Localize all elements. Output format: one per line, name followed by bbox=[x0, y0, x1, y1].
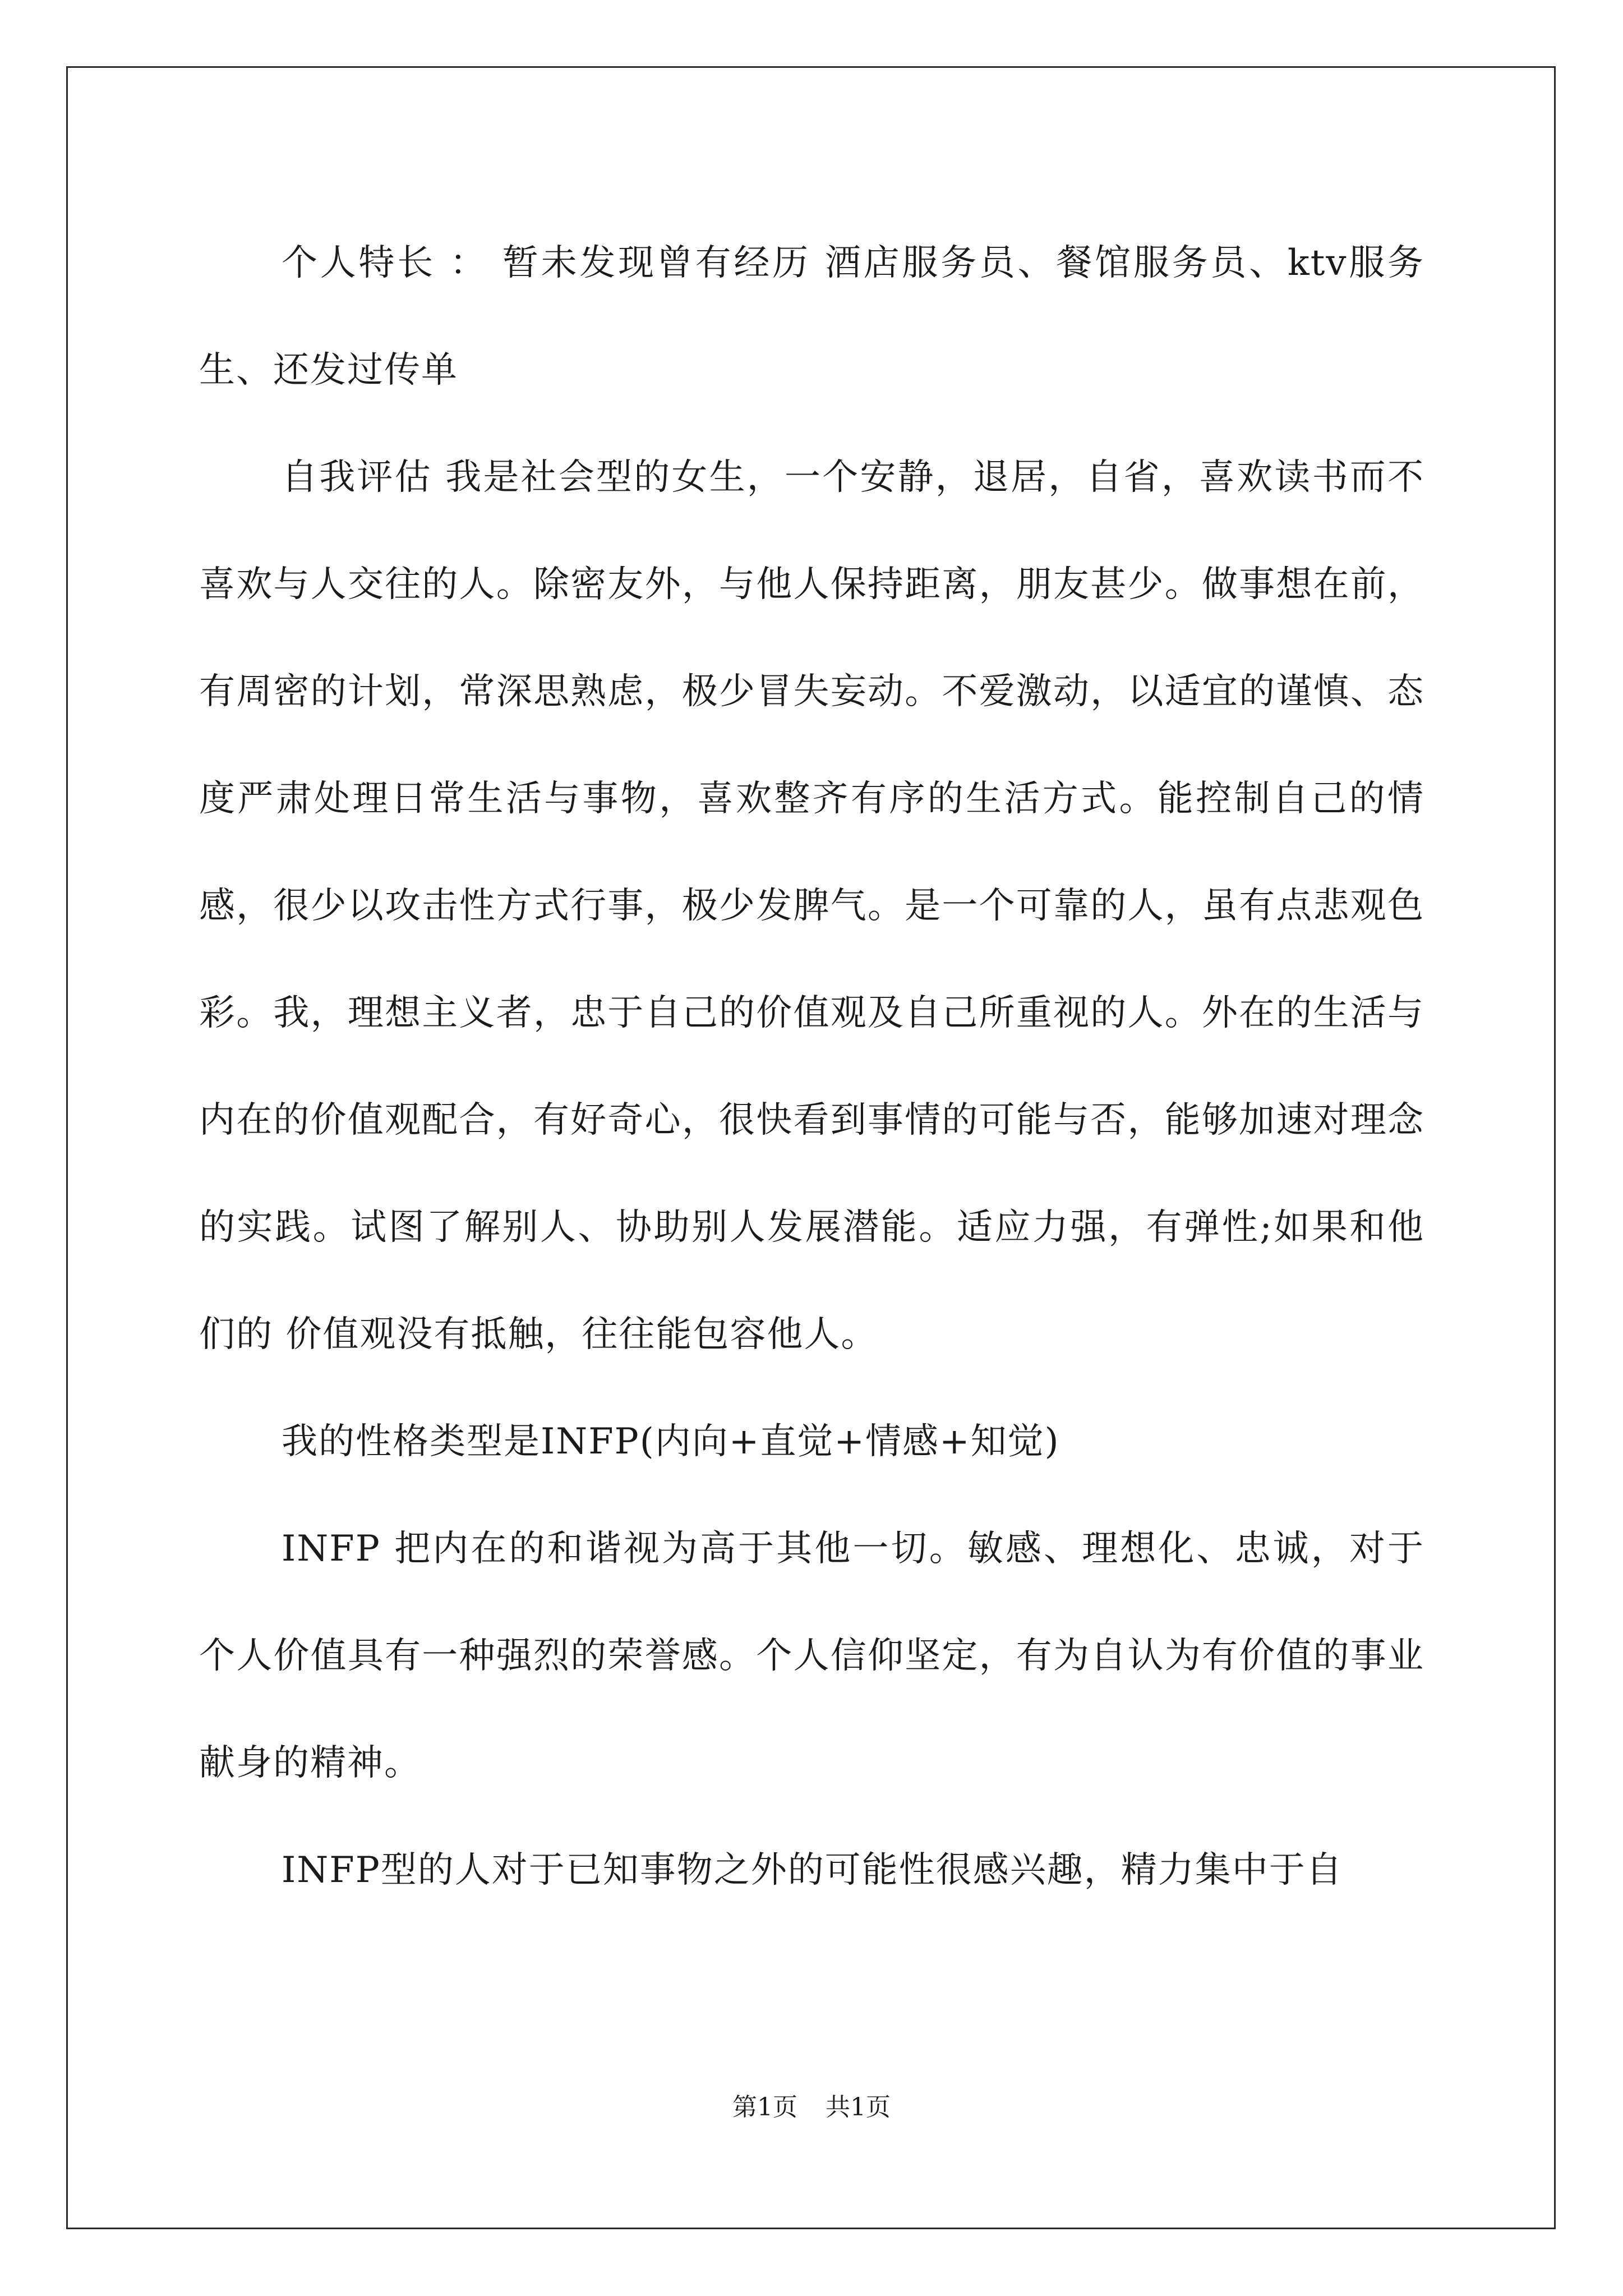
paragraph-personality-type: 我的性格类型是INFP(内向+直觉+情感+知觉) bbox=[282, 1421, 1060, 1462]
paragraph-infp-interests: INFP型的人对于已知事物之外的可能性很感兴趣，精力集中于自 bbox=[282, 1849, 1343, 1891]
page-number-current: 第1页 bbox=[732, 2093, 797, 2122]
paragraph-personal-skills: 个人特长 ： 暂未发现曾有经历 酒店服务员、餐馆服务员、ktv服务生、还发过传单 bbox=[199, 242, 1424, 391]
page-footer bbox=[0, 2087, 1623, 2123]
page-number-total: 共1页 bbox=[826, 2093, 891, 2122]
document-body bbox=[199, 210, 1424, 1924]
paragraph-infp-description: INFP 把内在的和谐视为高于其他一切。敏感、理想化、忠诚，对于个人价值具有一种强烈的荣誉感。个人信仰坚定，有为自认为有价值的事业献身的精神。 bbox=[199, 1528, 1424, 1784]
paragraph-self-assessment: 自我评估 我是社会型的女生，一个安静，退居，自省，喜欢读书而不喜欢与人交往的人。除密友外，与他人保持距离，朋友甚少。做事想在前，有周密的计划，常深思熟虑，极少冒失妄动。不爱激动，以适宜的谨慎、态度严肃处理日常生活与事物，喜欢整齐有序的生活方式。能控制自己的情感，很少以攻击性方式行事，极少发脾气。是一个可靠的人，虽有点悲观色彩。我，理想主义者，忠于自己的价值观及自己所重视的人。外在的生活与内在的价值观配合，有好奇心，很快看到事情的可能与否，能够加速对理念的实践。试图了解别人、协助别人发展潜能。适应力强，有弹性;如果和他们的 价值观没有抵触，往往能包容他人。 bbox=[199, 457, 1424, 1355]
